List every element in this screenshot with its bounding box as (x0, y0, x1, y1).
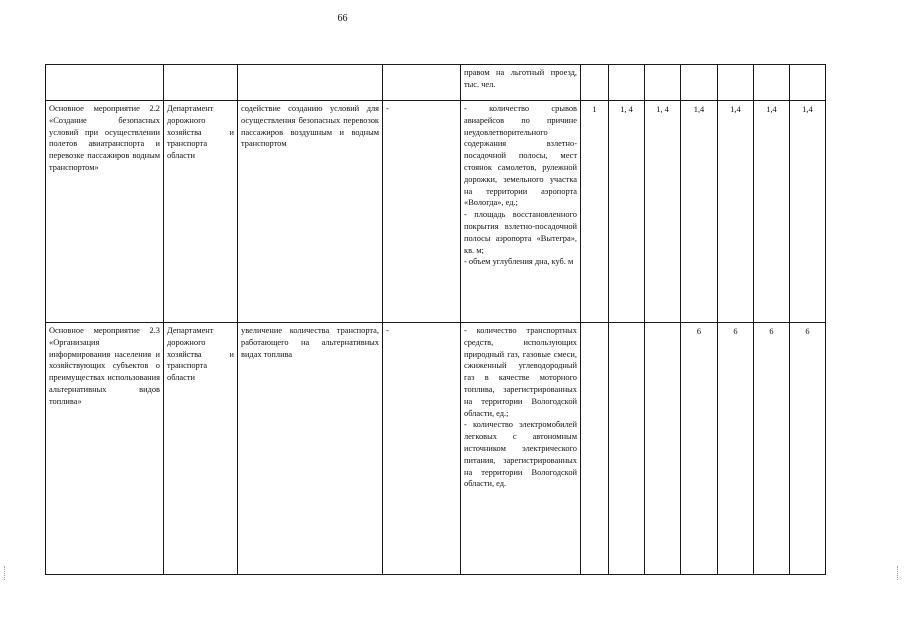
executor-cell: Департамент дорожного хозяйства и транспорта области (164, 323, 238, 575)
value-cell (681, 65, 718, 101)
value-cell: 1,4 (681, 101, 718, 323)
value-cell: 6 (681, 323, 718, 575)
result-cell: содействие созданию условий для осуществления безопасных перевозок пассажиров воздушным и водным транспортом (238, 101, 383, 323)
value-cell: 1 (581, 101, 609, 323)
indicator-text: - количество электромобилей легковых с автономным источником электрического питания, зарегистрированных на территории Вологодской области, ед. (464, 420, 577, 489)
value-cell (645, 323, 681, 575)
measure-cell: Основное мероприятие 2.2 «Создание безопасных условий при осуществлении полетов авиатранспорта и перевозке пассажиров водным транспортом» (46, 101, 164, 323)
link-cell (383, 65, 461, 101)
value-cell (790, 65, 826, 101)
value-cell: 1, 4 (645, 101, 681, 323)
value-cell: 1,4 (790, 101, 826, 323)
page-number: 66 (337, 13, 348, 24)
table-row (46, 101, 826, 323)
value-cell: 6 (718, 323, 754, 575)
value-cell (609, 323, 645, 575)
value-cell (718, 65, 754, 101)
indicator-cell (461, 101, 581, 323)
value-cell: 1, 4 (609, 101, 645, 323)
measure-cell (46, 65, 164, 101)
value-cell (754, 65, 790, 101)
result-cell: увеличение количества транспорта, работающего на альтернативных видах топлива (238, 323, 383, 575)
link-cell: - (383, 101, 461, 323)
scan-mark (4, 566, 7, 580)
indicator-text: правом на льготный проезд, тыс. чел. (464, 68, 577, 89)
indicator-cell (461, 65, 581, 101)
measure-cell: Основное мероприятие 2.3 «Организация информирования населения и хозяйствующих субъектов о преимуществах использования альтернативных видов топлива» (46, 323, 164, 575)
value-cell: 1,4 (754, 101, 790, 323)
value-cell: 6 (754, 323, 790, 575)
program-table (45, 64, 826, 575)
value-cell: 6 (790, 323, 826, 575)
value-cell (645, 65, 681, 101)
value-cell (609, 65, 645, 101)
table-row (46, 323, 826, 575)
executor-cell: Департамент дорожного хозяйства и транспорта области (164, 101, 238, 323)
table-row (46, 65, 826, 101)
indicator-text: - количество транспортных средств, использующих природный газ, газовые смеси, сжиженный углеводородный газ в качестве моторного топлива, зарегистрированных на территории Вологодской области, ед.; (464, 326, 577, 418)
scan-mark (897, 566, 900, 580)
link-cell: - (383, 323, 461, 575)
indicator-text: - объем углубления дна, куб. м (464, 257, 574, 267)
indicator-cell (461, 323, 581, 575)
indicator-text: - площадь восстановленного покрытия взлетно-посадочной полосы аэропорта «Вытегра», кв. м; (464, 210, 577, 255)
result-cell (238, 65, 383, 101)
executor-cell (164, 65, 238, 101)
value-cell (581, 65, 609, 101)
value-cell (581, 323, 609, 575)
value-cell: 1,4 (718, 101, 754, 323)
indicator-text: - количество срывов авиарейсов по причине неудовлетворительного содержания взлетно-посадочной полосы, мест стоянок самолетов, рулежной дорожки, земельного участка на территории аэропорта «Вологда», ед.; (464, 104, 577, 208)
